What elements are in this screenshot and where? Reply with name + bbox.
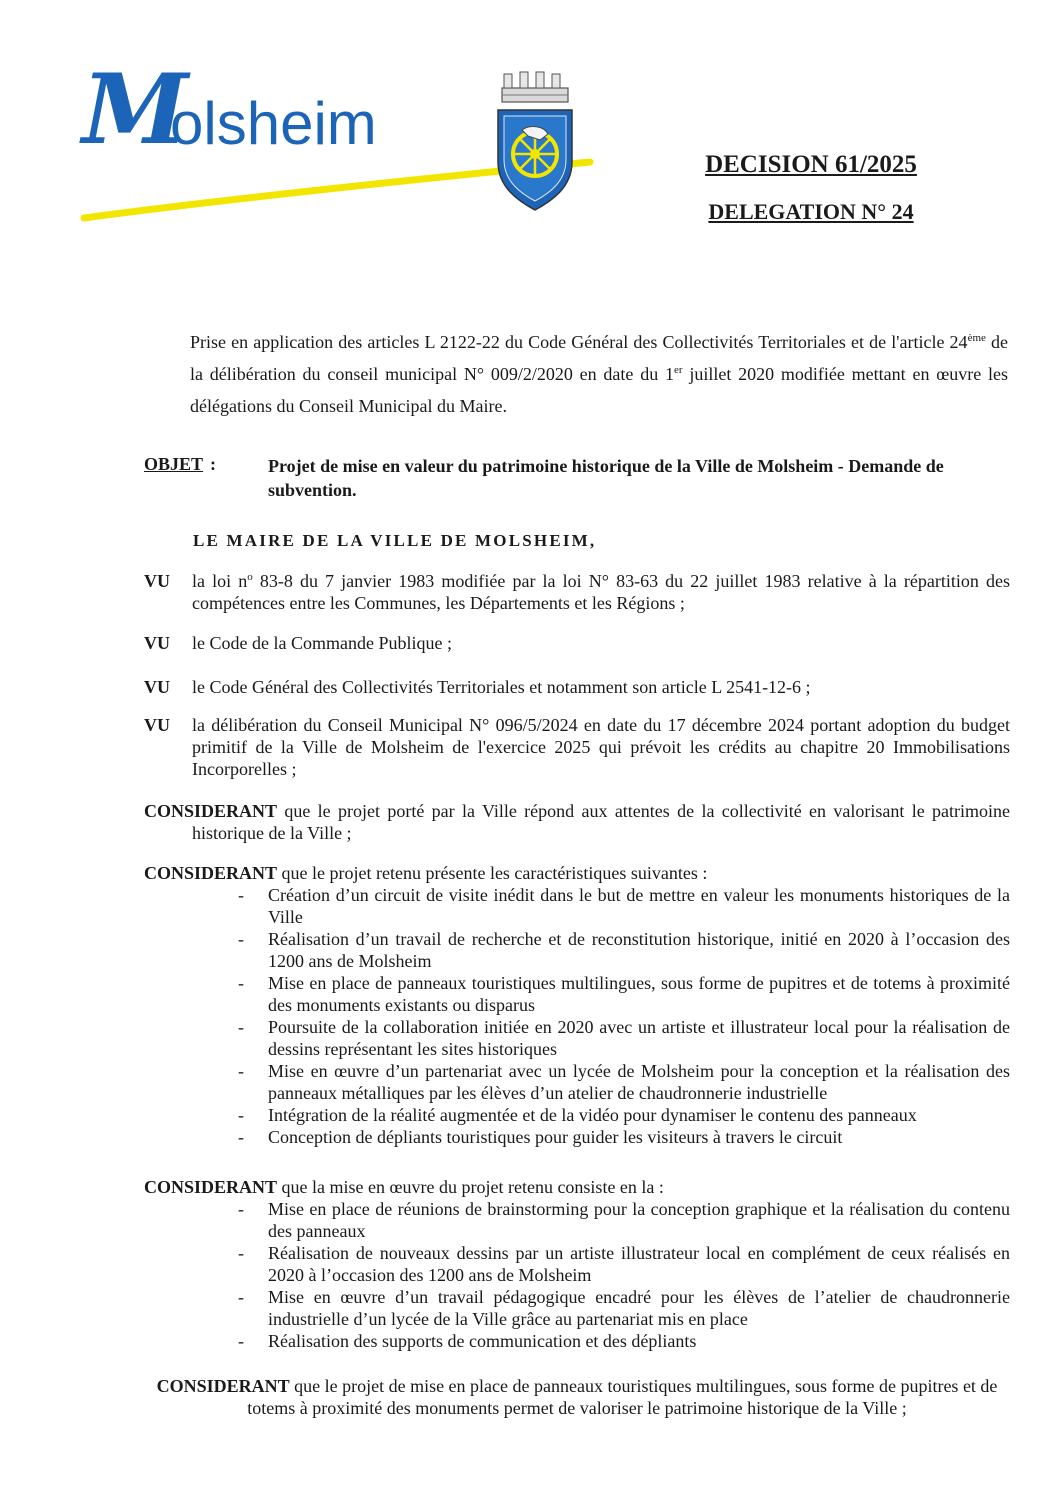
- implementation-list: [144, 1198, 1010, 1352]
- logo-initial: M: [82, 53, 189, 166]
- vu-label: VU: [144, 677, 170, 697]
- dash-bullet: -: [238, 929, 244, 949]
- considerant-item: [144, 862, 1010, 1148]
- considerant-label: CONSIDERANT: [144, 1177, 278, 1197]
- objet-label: OBJET: [144, 454, 204, 474]
- considerant-paragraph: [144, 1176, 1010, 1198]
- objet-colon: :: [210, 454, 216, 474]
- molsheim-logo: [78, 53, 598, 232]
- preamble-part-3: juillet 2020 modifiée mettant en œuvre les délégations du Conseil Municipal du Maire.: [190, 364, 1008, 416]
- considerant-paragraph: [144, 1375, 1010, 1419]
- considerant-item: [144, 1176, 1010, 1352]
- dash-bullet: -: [238, 1061, 244, 1081]
- considerant-label: CONSIDERANT: [156, 1376, 290, 1396]
- vu-text: le Code Général des Collectivités Territoriales et notamment son article L 2541-12-6 ;: [192, 677, 811, 697]
- dash-bullet: -: [238, 1331, 244, 1351]
- list-item-text: Intégration de la réalité augmentée et de la vidéo pour dynamiser le contenu des panneaux: [268, 1105, 917, 1125]
- vu-text-part-2: 83-8 du 7 janvier 1983 modifiée par la loi N° 83-63 du 22 juillet 1983 relative à la répartition des compétences entre les Communes, les Départements et les Régions ;: [192, 571, 1010, 613]
- preamble-part-1: Prise en application des articles L 2122-22 du Code Général des Collectivités Territoriales et de l'article 24: [190, 332, 968, 352]
- delegation-number: DELEGATION N° 24: [708, 199, 914, 224]
- considerant-label: CONSIDERANT: [144, 801, 278, 821]
- dash-bullet: -: [238, 1287, 244, 1307]
- coat-of-arms-icon: [494, 70, 576, 212]
- list-item-text: Création d’un circuit de visite inédit dans le but de mettre en valeur les monuments historiques de la Ville: [268, 885, 1010, 927]
- dash-bullet: -: [238, 973, 244, 993]
- vu-text-sup: o: [247, 571, 253, 583]
- considerant-item: [144, 800, 1010, 844]
- list-item: [144, 1060, 1010, 1104]
- objet-text: Projet de mise en valeur du patrimoine historique de la Ville de Molsheim - Demande de subvention.: [268, 456, 944, 500]
- list-item-text: Mise en place de panneaux touristiques multilingues, sous forme de pupitres et de totems à proximité des monuments existants ou disparus: [268, 973, 1010, 1015]
- preamble-paragraph: [190, 326, 1008, 422]
- considerant-text: que le projet de mise en place de panneaux touristiques multilingues, sous forme de pupitres et de totems à proximité des monuments permet de valoriser le patrimoine historique de la Ville ;: [247, 1376, 998, 1418]
- list-item-text: Conception de dépliants touristiques pour guider les visiteurs à travers le circuit: [268, 1127, 843, 1147]
- vu-text: la délibération du Conseil Municipal N° 096/5/2024 en date du 17 décembre 2024 portant adoption du budget primitif de la Ville de Molsheim de l'exercice 2025 qui prévoit les crédits au chapitre 20 Immobilisations Incorporelles ;: [192, 715, 1010, 779]
- decision-header: [681, 152, 941, 223]
- list-item-text: Mise en place de réunions de brainstorming pour la conception graphique et la réalisation du contenu des panneaux: [268, 1199, 1010, 1241]
- vu-label: VU: [144, 715, 170, 735]
- dash-bullet: -: [238, 1105, 244, 1125]
- list-item: [144, 928, 1010, 972]
- dash-bullet: -: [238, 885, 244, 905]
- considerant-text: que le projet porté par la Ville répond aux attentes de la collectivité en valorisant le patrimoine historique de la Ville ;: [192, 801, 1010, 843]
- dash-bullet: -: [238, 1199, 244, 1219]
- preamble-sup-1: ème: [967, 332, 986, 344]
- decision-number: DECISION 61/2025: [705, 151, 917, 178]
- list-item: [144, 1286, 1010, 1330]
- list-item: [144, 1242, 1010, 1286]
- considerant-text: que le projet retenu présente les caractéristiques suivantes :: [277, 863, 708, 883]
- dash-bullet: -: [238, 1017, 244, 1037]
- vu-text: le Code de la Commande Publique ;: [192, 633, 452, 653]
- list-item: [144, 884, 1010, 928]
- maire-heading: LE MAIRE DE LA VILLE DE MOLSHEIM,: [193, 531, 597, 550]
- list-item: [144, 1126, 1010, 1148]
- list-item-text: Réalisation des supports de communication et des dépliants: [268, 1331, 697, 1351]
- vu-label: VU: [144, 571, 170, 591]
- considerant-label: CONSIDERANT: [144, 863, 278, 883]
- preamble-part-2: de la délibération du conseil municipal N° 009/2/2020 en date du 1: [190, 332, 1008, 384]
- logo-text: olsheim: [170, 90, 377, 157]
- list-item-text: Mise en œuvre d’un travail pédagogique encadré pour les élèves de l’atelier de chaudronnerie industrielle d’un lycée de la Ville grâce au partenariat mis en place: [268, 1287, 1010, 1329]
- dash-bullet: -: [238, 1127, 244, 1147]
- vu-text-part-1: la loi n: [192, 571, 248, 591]
- considerant-paragraph: [144, 862, 1010, 884]
- vu-text: [192, 570, 1010, 614]
- list-item: [144, 972, 1010, 1016]
- list-item-text: Mise en œuvre d’un partenariat avec un lycée de Molsheim pour la conception et la réalisation des panneaux métalliques par les élèves d’un atelier de chaudronnerie industrielle: [268, 1061, 1010, 1103]
- list-item: [144, 1330, 1010, 1352]
- list-item-text: Réalisation de nouveaux dessins par un artiste illustrateur local en complément de ceux réalisés en 2020 à l’occasion des 1200 ans de Molsheim: [268, 1243, 1010, 1285]
- list-item-text: Poursuite de la collaboration initiée en 2020 avec un artiste et illustrateur local pour la réalisation de dessins représentant les sites historiques: [268, 1017, 1010, 1059]
- preamble-sup-2: er: [674, 364, 683, 376]
- list-item: [144, 1016, 1010, 1060]
- vu-label: VU: [144, 633, 170, 653]
- list-item-text: Réalisation d’un travail de recherche et de reconstitution historique, initié en 2020 à l’occasion des 1200 ans de Molsheim: [268, 929, 1010, 971]
- list-item: [144, 1198, 1010, 1242]
- dash-bullet: -: [238, 1243, 244, 1263]
- list-item: [144, 1104, 1010, 1126]
- characteristics-list: [144, 884, 1010, 1148]
- considerant-text: que la mise en œuvre du projet retenu consiste en la :: [277, 1177, 664, 1197]
- considerant-item: [144, 1375, 1010, 1419]
- considerant-paragraph: [144, 800, 1010, 844]
